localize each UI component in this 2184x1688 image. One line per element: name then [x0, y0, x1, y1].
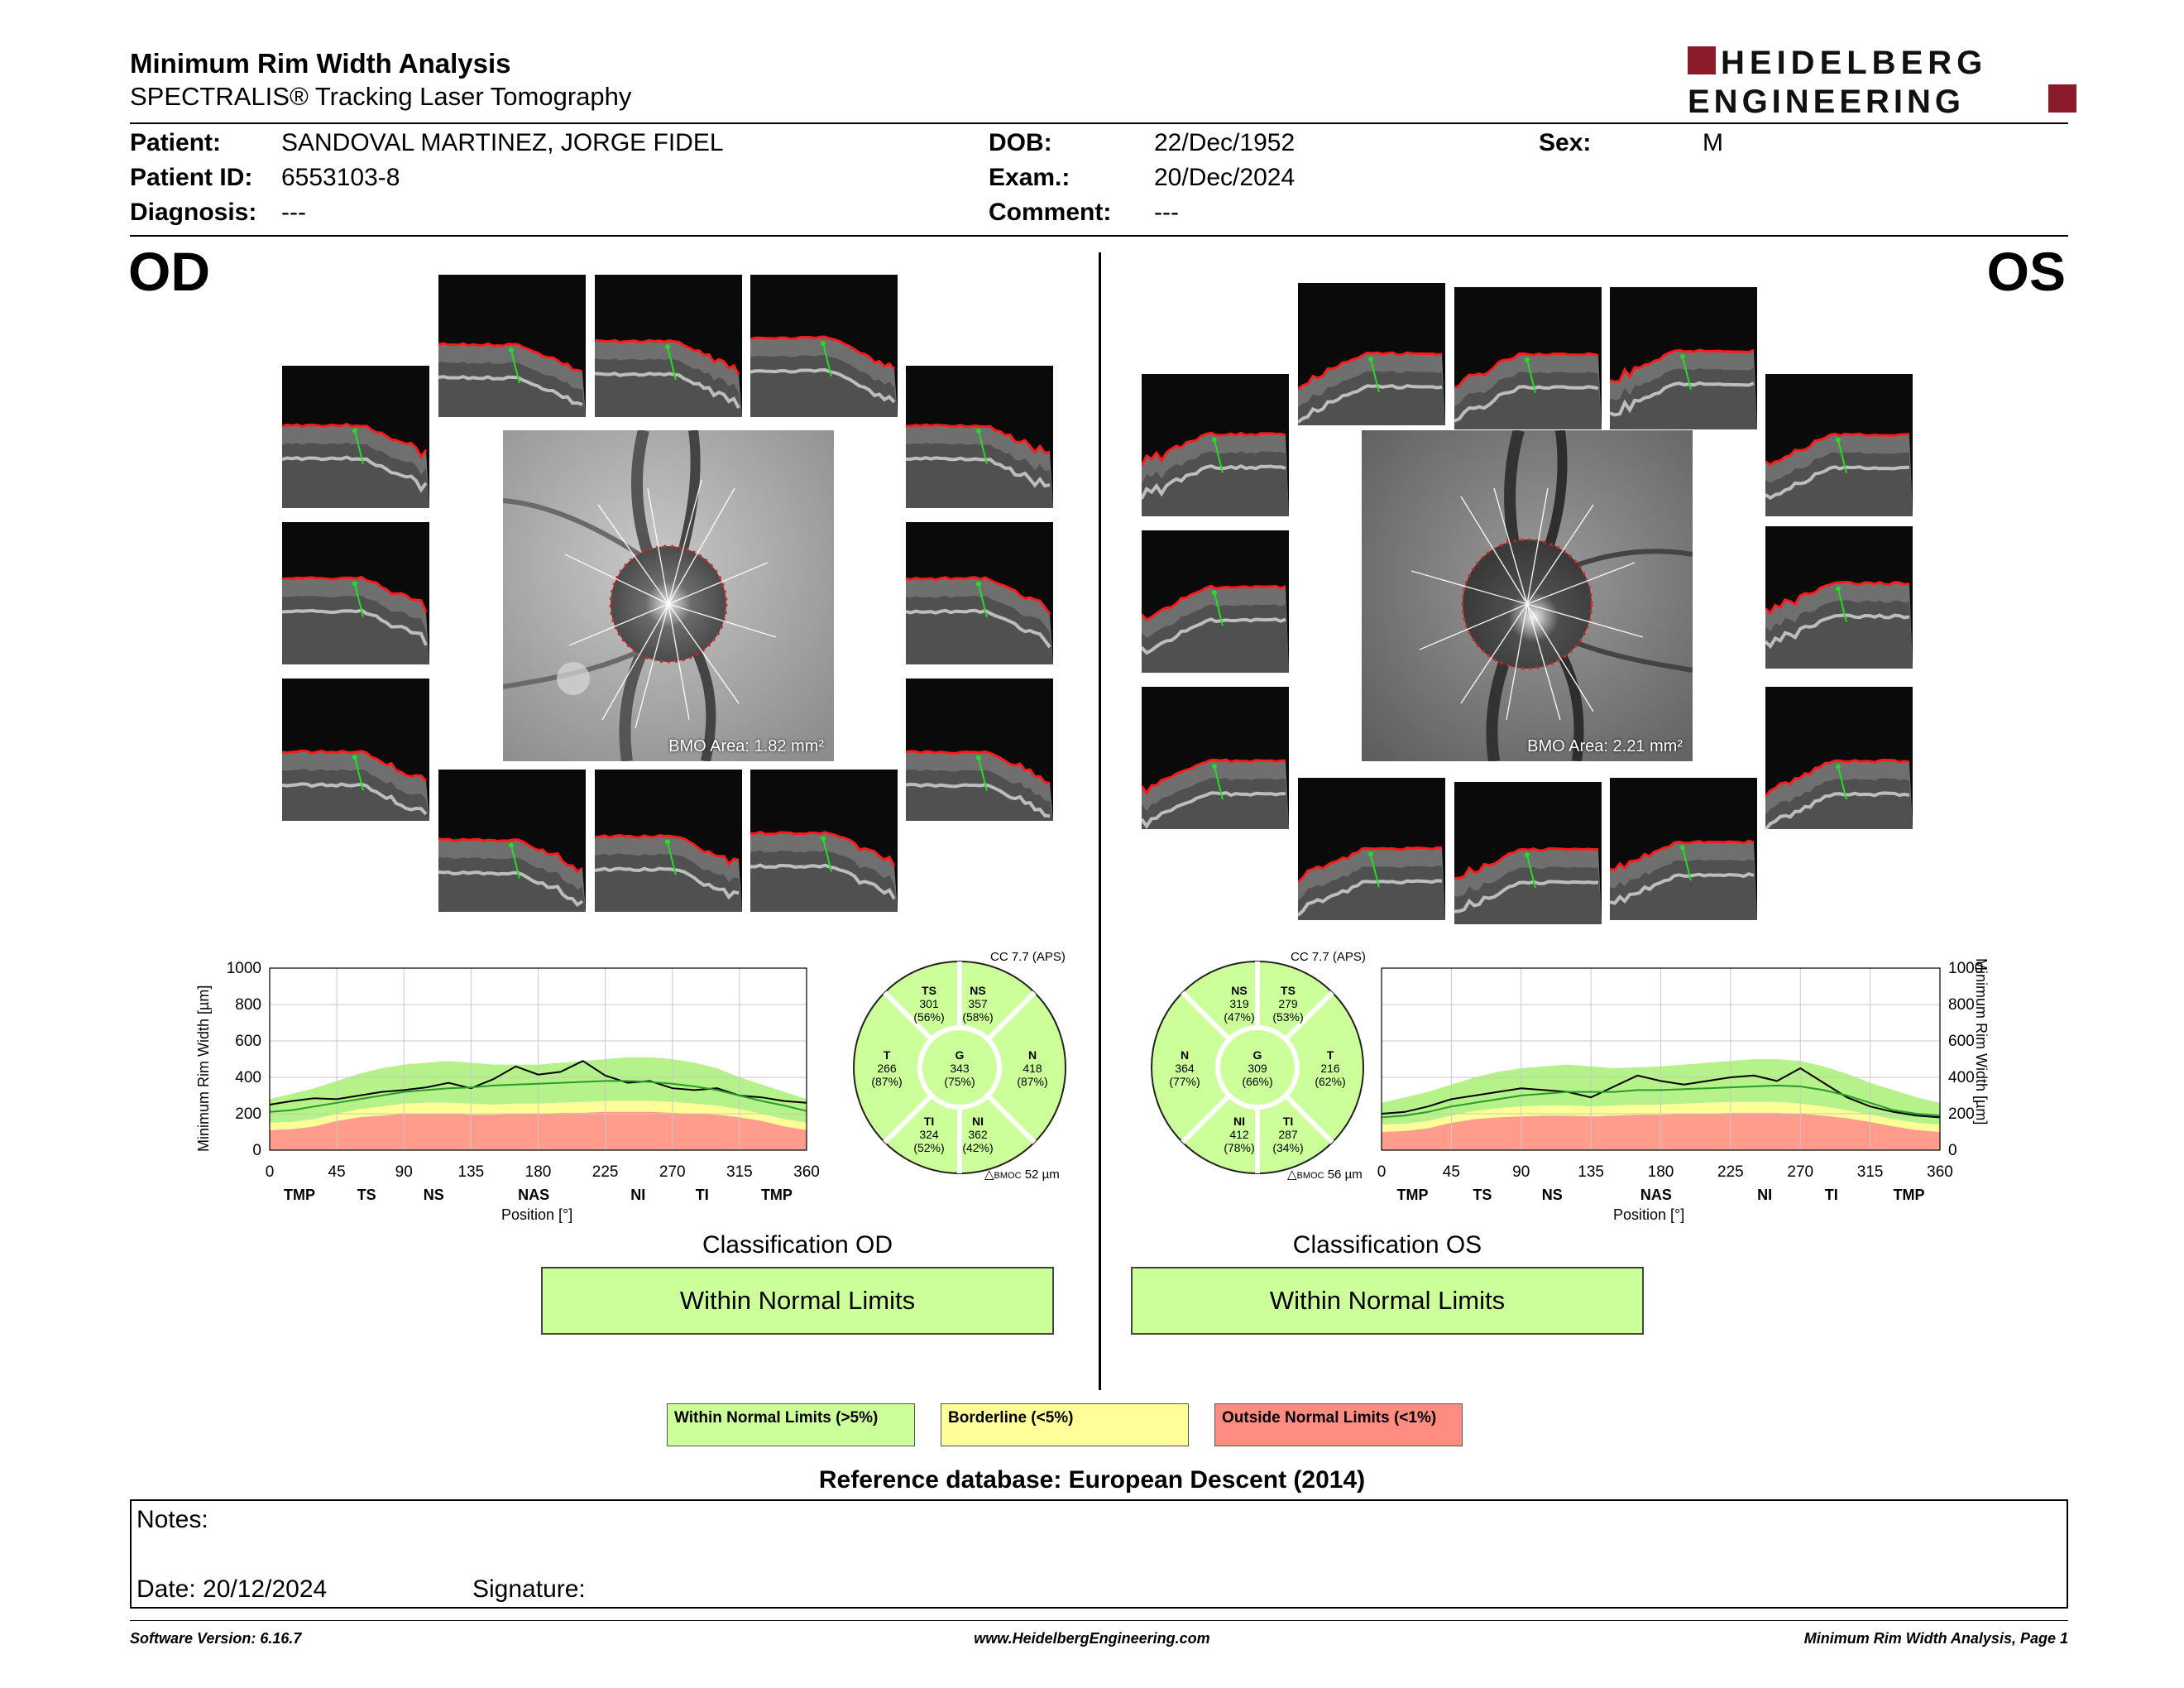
oct-bscan-svg — [1142, 374, 1289, 516]
os-oct-scan-ts-1 — [1610, 287, 1757, 429]
od-cc: CC 7.7 (APS) — [990, 950, 1066, 964]
oct-mrw-point — [1212, 764, 1217, 769]
od-region-label: TMP — [760, 1187, 793, 1203]
od-x-tick-label: 90 — [395, 1163, 413, 1181]
oct-mrw-point — [976, 582, 981, 587]
report-title: Minimum Rim Width Analysis — [130, 48, 511, 79]
os-mrw-chart — [1357, 952, 2010, 1233]
od-sector-label: NI — [972, 1115, 984, 1128]
os-sector-value: 287 — [1278, 1128, 1298, 1141]
od-y-tick-label: 200 — [235, 1105, 261, 1123]
header-divider-bottom — [130, 235, 2068, 237]
os-x-axis-label: Position [°] — [1613, 1206, 1685, 1223]
os-y-tick-label: 200 — [1948, 1105, 1975, 1123]
os-sector-label: G — [1252, 1048, 1262, 1062]
oct-bscan-svg — [1610, 287, 1757, 429]
oct-bscan-svg — [1765, 687, 1913, 829]
os-sector-value: 364 — [1175, 1062, 1195, 1075]
od-x-tick-label: 0 — [265, 1163, 275, 1181]
center-divider — [1099, 252, 1101, 1390]
sex-value: M — [1703, 129, 1723, 156]
legend-outside-normal: Outside Normal Limits (<1%) — [1214, 1403, 1463, 1446]
os-oct-scan-ni-1 — [1298, 778, 1445, 920]
od-sector-label: T — [883, 1048, 891, 1062]
oct-bscan-svg — [1454, 287, 1602, 429]
os-y-tick-label: 0 — [1948, 1142, 1957, 1159]
od-sector-label: NS — [970, 984, 986, 997]
os-sector-label: TS — [1281, 984, 1296, 997]
os-oct-scan-t-upper — [1765, 374, 1913, 516]
oct-mrw-point — [352, 428, 357, 433]
od-oct-scan-n-upper — [906, 366, 1053, 508]
exam-label: Exam.: — [989, 164, 1070, 191]
od-classification-result: Within Normal Limits — [541, 1267, 1054, 1335]
od-y-tick-label: 600 — [235, 1033, 261, 1050]
os-y-tick-label: 600 — [1948, 1033, 1975, 1050]
os-y-tick-label: 1000 — [1948, 960, 1984, 977]
od-fundus-image — [503, 430, 834, 761]
od-oct-scan-ti-1 — [438, 770, 586, 912]
od-region-label: NS — [423, 1187, 444, 1203]
oct-bscan-svg — [1298, 283, 1445, 425]
os-x-tick-label: 0 — [1377, 1163, 1387, 1181]
os-y-axis-label: Minimum Rim Width [µm] — [1973, 958, 1990, 1125]
oct-bscan-svg — [906, 522, 1053, 664]
oct-bscan-svg — [1298, 778, 1445, 920]
os-sector-pct: (78%) — [1224, 1141, 1255, 1154]
os-delta-icon: △ — [1287, 1168, 1297, 1182]
patient-label: Patient: — [130, 129, 222, 156]
oct-bscan-svg — [595, 770, 742, 912]
os-region-label: TMP — [1893, 1187, 1925, 1203]
notes-label: Notes: — [136, 1506, 208, 1533]
notes-box — [130, 1499, 2068, 1609]
dob-value: 22/Dec/1952 — [1154, 129, 1296, 156]
od-oct-scan-n-lower — [906, 679, 1053, 821]
dob-label: DOB: — [989, 129, 1052, 156]
od-sector-label: N — [1027, 1048, 1037, 1062]
oct-mrw-point — [352, 581, 357, 586]
oct-mrw-point — [509, 348, 514, 352]
od-region-label: TI — [695, 1187, 709, 1203]
od-sector-label: TS — [922, 984, 936, 997]
od-bmo-area: BMO Area: 1.82 mm² — [668, 737, 824, 755]
oct-mrw-point — [1368, 357, 1373, 362]
logo-square-top — [1688, 46, 1716, 74]
os-sector-pct: (62%) — [1315, 1075, 1346, 1088]
os-oct-scan-ns-1 — [1298, 283, 1445, 425]
os-bmo-area: BMO Area: 2.21 mm² — [1527, 737, 1683, 755]
od-x-tick-label: 45 — [328, 1163, 346, 1181]
os-sector-value: 216 — [1320, 1062, 1340, 1075]
date-label: Date: 20/12/2024 — [136, 1575, 328, 1603]
oct-mrw-point — [665, 839, 670, 844]
od-sector-label: G — [955, 1048, 965, 1062]
oct-bscan-svg — [750, 770, 898, 912]
oct-bscan-svg — [1454, 782, 1602, 924]
od-eye-label: OD — [128, 241, 210, 302]
oct-bscan-svg — [1142, 530, 1289, 673]
os-fundus-svg — [1362, 430, 1693, 761]
od-oct-scan-t-mid — [282, 522, 429, 664]
patient-id-label: Patient ID: — [130, 164, 253, 191]
os-fundus-image — [1362, 430, 1693, 761]
signature-label: Signature: — [472, 1575, 586, 1603]
od-sector-value: 301 — [919, 997, 939, 1010]
os-y-tick-label: 800 — [1948, 996, 1975, 1014]
oct-mrw-point — [1212, 437, 1217, 442]
oct-bscan-svg — [906, 366, 1053, 508]
od-sector-value: 343 — [950, 1062, 970, 1075]
os-sector-label: NS — [1231, 984, 1248, 997]
od-sector-pct: (42%) — [962, 1141, 994, 1154]
os-sector-label: N — [1180, 1048, 1190, 1062]
os-classification-result: Within Normal Limits — [1131, 1267, 1644, 1335]
os-oct-scan-ni-2 — [1454, 782, 1602, 924]
oct-mrw-point — [1525, 357, 1530, 362]
os-region-label: TI — [1824, 1187, 1838, 1203]
od-x-tick-label: 135 — [457, 1163, 485, 1181]
os-region-label: TMP — [1396, 1187, 1429, 1203]
oct-bscan-svg — [282, 522, 429, 664]
os-x-tick-label: 360 — [1927, 1163, 1953, 1181]
os-classification-title: Classification OS — [1292, 1231, 1482, 1259]
od-y-tick-label: 400 — [235, 1069, 261, 1086]
oct-bscan-svg — [282, 366, 429, 508]
os-y-tick-label: 400 — [1948, 1069, 1975, 1086]
header-divider-top — [130, 122, 2068, 124]
od-sector-value: 266 — [877, 1062, 897, 1075]
od-oct-scan-ns-1 — [750, 275, 898, 417]
oct-bscan-svg — [906, 679, 1053, 821]
oct-mrw-point — [821, 836, 826, 841]
od-oct-scan-ni-1 — [750, 770, 898, 912]
oct-mrw-point — [352, 755, 357, 760]
os-sector-pct: (77%) — [1169, 1075, 1200, 1088]
os-oct-scan-t-lower — [1765, 687, 1913, 829]
logo-line1: HEIDELBERG — [1721, 45, 1988, 81]
od-bmoc: △BMOC 52 µm — [984, 1168, 1060, 1182]
oct-bscan-svg — [750, 275, 898, 417]
logo-line2: ENGINEERING — [1688, 84, 1966, 119]
os-eye-label: OS — [1986, 241, 2066, 302]
od-sector-value: 357 — [968, 997, 988, 1010]
oct-mrw-point — [1680, 845, 1685, 850]
os-sector-value: 412 — [1229, 1128, 1249, 1141]
os-oct-scan-n-upper — [1142, 374, 1289, 516]
os-sector-value: 279 — [1278, 997, 1298, 1010]
exam-value: 20/Dec/2024 — [1154, 164, 1296, 191]
od-y-axis-label: Minimum Rim Width [µm] — [195, 985, 212, 1152]
od-y-tick-label: 1000 — [226, 960, 261, 977]
od-sector-pct: (75%) — [944, 1075, 975, 1088]
od-oct-scan-t-lower — [282, 679, 429, 821]
os-cc: CC 7.7 (APS) — [1291, 950, 1366, 964]
od-x-tick-label: 315 — [726, 1163, 753, 1181]
oct-mrw-point — [976, 429, 981, 434]
od-region-label: TS — [357, 1187, 376, 1203]
os-sector-label: TI — [1282, 1115, 1294, 1128]
od-x-axis-label: Position [°] — [501, 1206, 573, 1223]
oct-bscan-svg — [1610, 778, 1757, 920]
os-region-label: NI — [1757, 1187, 1773, 1203]
os-x-tick-label: 90 — [1512, 1163, 1530, 1181]
od-x-tick-label: 270 — [659, 1163, 686, 1181]
os-sector-pct: (53%) — [1272, 1010, 1304, 1024]
os-x-tick-label: 180 — [1647, 1163, 1674, 1181]
od-region-label: NI — [630, 1187, 646, 1203]
os-oct-scan-n-mid — [1142, 530, 1289, 673]
os-region-label: NAS — [1640, 1187, 1672, 1203]
os-bmoc: △BMOC 56 µm — [1287, 1168, 1363, 1182]
patient-name: SANDOVAL MARTINEZ, JORGE FIDEL — [281, 129, 724, 156]
os-x-tick-label: 225 — [1717, 1163, 1744, 1181]
od-sector-pct: (87%) — [1017, 1075, 1048, 1088]
heidelberg-logo — [1688, 43, 2076, 119]
os-sector-value: 319 — [1229, 997, 1249, 1010]
oct-bscan-svg — [1765, 374, 1913, 516]
od-y-tick-label: 0 — [252, 1142, 261, 1159]
od-sector-pct: (87%) — [871, 1075, 903, 1088]
oct-mrw-point — [1836, 438, 1841, 443]
os-oct-scan-n-lower — [1142, 687, 1289, 829]
comment-value: --- — [1154, 199, 1179, 226]
oct-mrw-point — [976, 755, 981, 760]
oct-bscan-svg — [595, 275, 742, 417]
os-sector-label: NI — [1233, 1115, 1245, 1128]
oct-bscan-svg — [438, 275, 586, 417]
oct-mrw-point — [1368, 851, 1373, 856]
software-version: Software Version: 6.16.7 — [130, 1630, 302, 1647]
os-sector-wheel — [1133, 947, 1382, 1187]
legend-borderline: Borderline (<5%) — [941, 1403, 1189, 1446]
os-oct-scan-ns-2 — [1454, 287, 1602, 429]
os-x-tick-label: 270 — [1787, 1163, 1814, 1181]
od-sector-pct: (56%) — [913, 1010, 945, 1024]
oct-mrw-point — [665, 344, 670, 349]
od-region-label: NAS — [518, 1187, 550, 1203]
os-region-label: TS — [1473, 1187, 1492, 1203]
os-x-tick-label: 45 — [1442, 1163, 1460, 1181]
logo-square-bottom — [2048, 84, 2076, 113]
oct-mrw-point — [1680, 354, 1685, 359]
od-y-tick-label: 800 — [235, 996, 261, 1014]
od-x-tick-label: 180 — [524, 1163, 552, 1181]
os-oct-scan-t-mid — [1765, 526, 1913, 669]
od-sector-label: TI — [923, 1115, 935, 1128]
os-oct-scan-ti-1 — [1610, 778, 1757, 920]
os-x-tick-label: 315 — [1856, 1163, 1884, 1181]
od-x-tick-label: 360 — [793, 1163, 820, 1181]
sex-label: Sex: — [1539, 129, 1592, 156]
oct-bscan-svg — [1142, 687, 1289, 829]
patient-id: 6553103-8 — [281, 164, 400, 191]
od-oct-scan-ts-2 — [595, 275, 742, 417]
od-sector-wheel — [836, 947, 1084, 1187]
reference-database: Reference database: European Descent (2014) — [818, 1466, 1366, 1494]
oct-mrw-point — [821, 341, 826, 346]
website-link[interactable]: www.HeidelbergEngineering.com — [974, 1630, 1210, 1647]
oct-mrw-point — [509, 843, 514, 848]
od-oct-scan-n-mid — [906, 522, 1053, 664]
os-sector-value: 309 — [1248, 1062, 1267, 1075]
report-subtitle: SPECTRALIS® Tracking Laser Tomography — [130, 82, 632, 111]
diagnosis-label: Diagnosis: — [130, 199, 257, 226]
os-sector-pct: (34%) — [1272, 1141, 1304, 1154]
od-sector-value: 418 — [1023, 1062, 1042, 1075]
od-sector-value: 362 — [968, 1128, 988, 1141]
oct-mrw-point — [1836, 586, 1841, 591]
comment-label: Comment: — [989, 199, 1112, 226]
od-region-label: TMP — [284, 1187, 316, 1203]
os-sector-pct: (66%) — [1242, 1075, 1273, 1088]
od-sector-pct: (58%) — [962, 1010, 994, 1024]
os-region-label: NS — [1541, 1187, 1563, 1203]
od-sector-pct: (52%) — [913, 1141, 945, 1154]
od-delta-icon: △ — [984, 1168, 994, 1182]
od-fundus-svg — [503, 430, 834, 761]
os-sector-label: T — [1326, 1048, 1334, 1062]
oct-bscan-svg — [438, 770, 586, 912]
os-sector-pct: (47%) — [1224, 1010, 1255, 1024]
page-label: Minimum Rim Width Analysis, Page 1 — [1803, 1630, 2068, 1647]
od-mrw-chart — [190, 952, 836, 1233]
oct-mrw-point — [1525, 852, 1530, 857]
oct-bscan-svg — [282, 679, 429, 821]
footer-divider — [130, 1620, 2068, 1621]
diagnosis-value: --- — [281, 199, 306, 226]
legend-within-normal: Within Normal Limits (>5%) — [667, 1403, 915, 1446]
od-oct-scan-t-upper — [282, 366, 429, 508]
od-x-tick-label: 225 — [592, 1163, 619, 1181]
oct-mrw-point — [1212, 590, 1217, 595]
od-sector-value: 324 — [919, 1128, 939, 1141]
os-x-tick-label: 135 — [1578, 1163, 1604, 1181]
oct-mrw-point — [1836, 764, 1841, 769]
od-oct-scan-ti-2 — [595, 770, 742, 912]
od-oct-scan-ts-1 — [438, 275, 586, 417]
oct-bscan-svg — [1765, 526, 1913, 669]
od-classification-title: Classification OD — [702, 1231, 893, 1259]
